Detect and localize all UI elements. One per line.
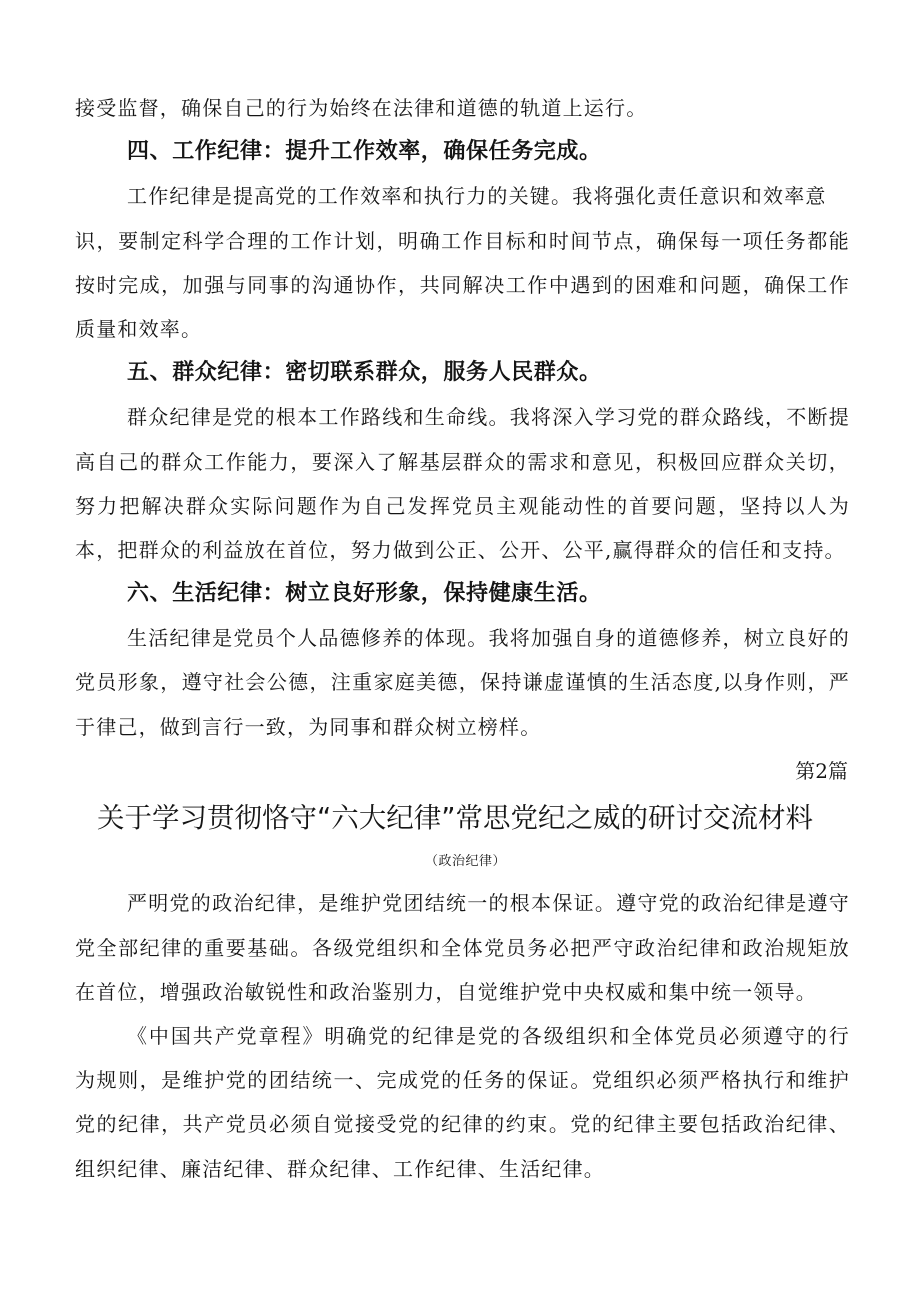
text-line: 质量和效率。: [75, 316, 203, 341]
article-subtitle: （政治纪律）: [424, 854, 506, 869]
section-heading: 六、生活纪律：树立良好形象，保持健康生活。: [127, 581, 602, 607]
text-line: 《中国共产党章程》明确党的纪律是党的各级组织和全体党员必须遵守的行: [127, 1023, 850, 1048]
discipline-section-work: [75, 130, 850, 351]
text-line: 组织纪律、廉洁纪律、群众纪律、工作纪律、生活纪律。: [75, 1156, 605, 1181]
text-line: 党员形象，遵守社会公德，注重家庭美德，保持谦虚谨慎的生活态度,以身作则，严: [75, 670, 850, 695]
text-line: 努力把解决群众实际问题作为自己发挥党员主观能动性的首要问题，坚持以人为: [75, 493, 850, 518]
paragraph: [75, 1014, 850, 1191]
paragraph: [75, 881, 850, 1014]
section-heading: 五、群众纪律：密切联系群众，服务人民群众。: [127, 360, 602, 386]
paragraph: [75, 616, 850, 749]
discipline-section-masses: [75, 351, 850, 572]
text-line: 生活纪律是党员个人品德修养的体现。我将加强自身的道德修养，树立良好的: [127, 626, 850, 651]
text-line: 本，把群众的利益放在首位，努力做到公正、公开、公平,赢得群众的信任和支持。: [75, 537, 846, 562]
text-line: 接受监督，确保自己的行为始终在法律和道德的轨道上运行。: [75, 96, 648, 120]
page-content: [75, 86, 850, 1191]
paragraph: [75, 174, 850, 351]
text-line: 群众纪律是党的根本工作路线和生命线。我将深入学习党的群众路线，不断提: [127, 405, 850, 430]
paragraph: [75, 395, 850, 572]
article-number-label: 第2篇: [795, 758, 848, 783]
previous-paragraph-ending: [75, 86, 850, 130]
text-line: 为规则，是维护党的团结统一、完成党的任务的保证。党组织必须严格执行和维护: [75, 1068, 850, 1093]
article-title: 关于学习贯彻恪守“六大纪律”常思党纪之威的研讨交流材料: [97, 802, 813, 834]
section-heading: 四、工作纪律：提升工作效率，确保任务完成。: [127, 139, 602, 165]
text-line: 党的纪律，共产党员必须自觉接受党的纪律的约束。党的纪律主要包括政治纪律、: [75, 1112, 850, 1137]
text-line: 党全部纪律的重要基础。各级党组织和全体党员务必把严守政治纪律和政治规矩放: [75, 935, 850, 960]
discipline-section-life: [75, 572, 850, 749]
text-line: 在首位，增强政治敏锐性和政治鉴别力，自觉维护党中央权威和集中统一领导。: [75, 979, 817, 1004]
text-line: 识，要制定科学合理的工作计划，明确工作目标和时间节点，确保每一项任务都能: [75, 228, 850, 253]
text-line: 于律己，做到言行一致，为同事和群众树立榜样。: [75, 714, 542, 739]
text-line: 按时完成，加强与同事的沟通协作，共同解决工作中遇到的困难和问题，确保工作: [75, 272, 850, 297]
text-line: 工作纪律是提高党的工作效率和执行力的关键。我将强化责任意识和效率意: [127, 184, 827, 209]
text-line: 高自己的群众工作能力，要深入了解基层群众的需求和意见，积极回应群众关切，: [75, 449, 850, 474]
text-line: 严明党的政治纪律，是维护党团结统一的根本保证。遵守党的政治纪律是遵守: [127, 891, 850, 916]
